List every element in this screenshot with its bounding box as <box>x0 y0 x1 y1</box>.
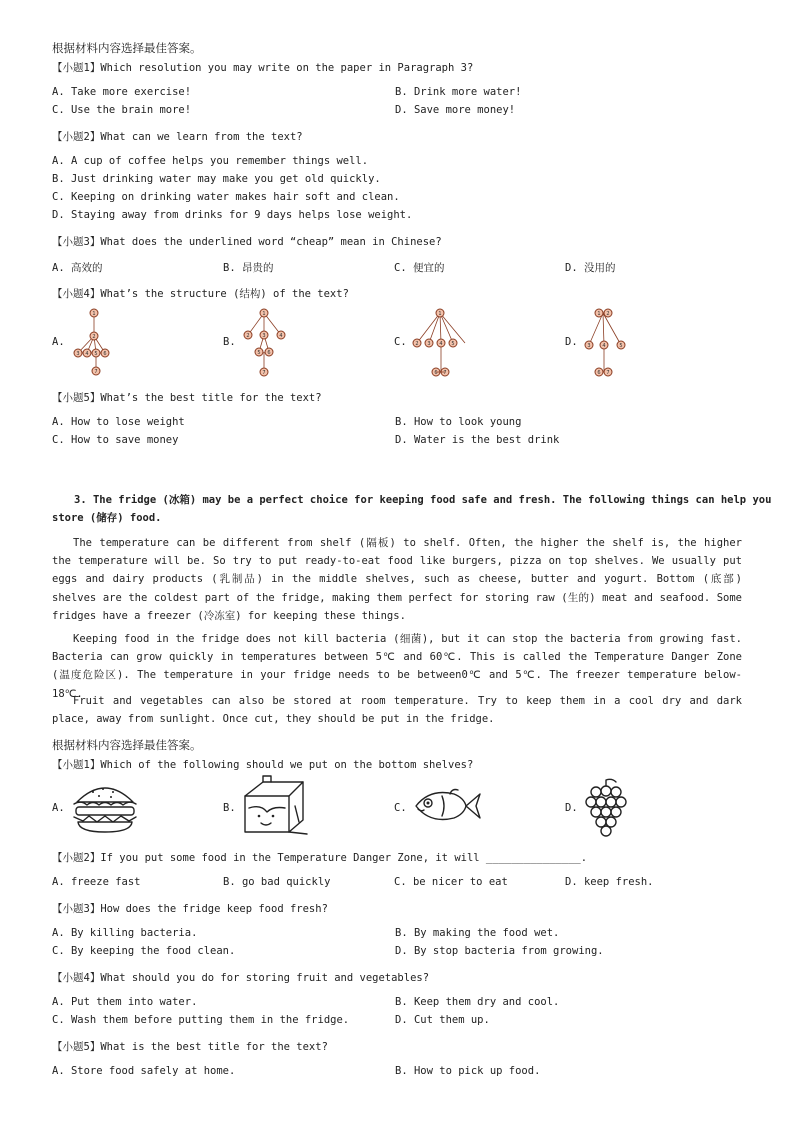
question-stem: 【小题4】What should you do for storing fruit and vegetables? <box>52 972 430 984</box>
question-stem: 【小题5】What is the best title for the text? <box>52 1041 328 1053</box>
svg-text:6: 6 <box>434 369 438 376</box>
structure-node <box>92 349 100 357</box>
option-b[interactable]: B. How to look young <box>395 416 522 428</box>
option-c[interactable]: C. be nicer to eat <box>394 876 508 888</box>
option-b[interactable]: B. 昂贵的 <box>223 262 274 274</box>
structure-node <box>90 332 98 340</box>
passage-heading: 3. The fridge (冰箱) may be a perfect choice for keeping food safe and fresh. The following things can help you <box>74 494 772 506</box>
structure-node <box>437 339 445 347</box>
option-a[interactable]: A. <box>52 802 65 814</box>
option-b[interactable]: B. Drink more water! <box>395 86 522 98</box>
question-stem: 【小题4】What’s the structure (结构) of the text? <box>52 288 349 300</box>
structure-node <box>83 349 91 357</box>
option-d[interactable]: D. Water is the best drink <box>395 434 560 446</box>
structure-node <box>260 368 268 376</box>
option-c[interactable]: C. How to save money <box>52 434 179 446</box>
structure-node <box>244 331 252 339</box>
structure-node <box>260 309 268 317</box>
option-a[interactable]: A. freeze fast <box>52 876 141 888</box>
svg-text:6: 6 <box>103 350 107 357</box>
question-stem: 【小题2】What can we learn from the text? <box>52 131 303 143</box>
svg-text:2: 2 <box>606 310 610 317</box>
structure-node <box>74 349 82 357</box>
svg-text:4: 4 <box>439 340 443 347</box>
svg-text:4: 4 <box>85 350 89 357</box>
structure-diagram-d <box>582 307 632 377</box>
instruction: 根据材料内容选择最佳答案。 <box>52 43 202 55</box>
svg-text:1: 1 <box>92 310 96 317</box>
structure-node <box>425 339 433 347</box>
option-a[interactable]: A. Take more exercise! <box>52 86 192 98</box>
option-b[interactable]: B. By making the food wet. <box>395 927 560 939</box>
svg-text:1: 1 <box>597 310 601 317</box>
option-b[interactable]: B. How to pick up food. <box>395 1065 541 1077</box>
option-a[interactable]: A. A cup of coffee helps you remember things well. <box>52 155 369 167</box>
svg-text:5: 5 <box>94 350 98 357</box>
option-c[interactable]: C. Use the brain more! <box>52 104 192 116</box>
structure-node <box>260 331 268 339</box>
instruction: 根据材料内容选择最佳答案。 <box>52 740 202 752</box>
svg-text:3: 3 <box>587 342 591 349</box>
svg-text:5: 5 <box>619 342 623 349</box>
option-d[interactable]: D. <box>565 802 578 814</box>
option-c[interactable]: C. <box>394 802 407 814</box>
grapes-icon <box>584 778 630 836</box>
structure-node <box>604 309 612 317</box>
svg-text:1: 1 <box>438 310 442 317</box>
question-stem: 【小题2】If you put some food in the Temperature Danger Zone, it will _______________. <box>52 852 588 864</box>
svg-text:2: 2 <box>92 333 96 340</box>
structure-node <box>600 341 608 349</box>
option-c[interactable]: C. Wash them before putting them in the fridge. <box>52 1014 350 1026</box>
option-a[interactable]: A. How to lose weight <box>52 416 185 428</box>
structure-node <box>595 368 603 376</box>
option-d[interactable]: D. Staying away from drinks for 9 days helps lose weight. <box>52 209 413 221</box>
structure-node <box>449 339 457 347</box>
svg-text:7: 7 <box>262 369 266 376</box>
structure-node <box>436 309 444 317</box>
structure-node <box>265 348 273 356</box>
burger-icon <box>71 780 139 835</box>
svg-text:3: 3 <box>427 340 431 347</box>
svg-text:3: 3 <box>76 350 80 357</box>
structure-node <box>277 331 285 339</box>
structure-node <box>101 349 109 357</box>
option-c[interactable]: C. Keeping on drinking water makes hair soft and clean. <box>52 191 400 203</box>
question-stem: 【小题3】How does the fridge keep food fresh? <box>52 903 328 915</box>
option-d[interactable]: D. 没用的 <box>565 262 616 274</box>
svg-text:5: 5 <box>451 340 455 347</box>
question-stem: 【小题5】What’s the best title for the text? <box>52 392 322 404</box>
fish-icon <box>412 786 482 826</box>
structure-node <box>595 309 603 317</box>
svg-text:7: 7 <box>94 368 98 375</box>
option-c[interactable]: C. By keeping the food clean. <box>52 945 236 957</box>
structure-node <box>92 367 100 375</box>
structure-diagram-b <box>240 307 290 377</box>
svg-text:7: 7 <box>606 369 610 376</box>
option-a[interactable]: A. By killing bacteria. <box>52 927 198 939</box>
structure-diagram-a <box>70 307 120 377</box>
passage-paragraph: The temperature can be different from shelf (隔板) to shelf. Often, the higher the shelf is, the higher the temperature will be. So try to put ready-to-eat food like burgers, pizza on top shelves. We usually put eggs and dairy products (乳制品) in the middle shelves, such as cheese, butter and yogurt. Bottom (底部) shelves are the coldest part of the fridge, making them perfect for storing raw (生的) meat and seafood. Some fridges have a freezer (冷冻室) for keeping these things. <box>52 537 742 622</box>
option-c[interactable]: C. <box>394 336 407 348</box>
structure-node <box>604 368 612 376</box>
milk-carton-icon <box>241 778 313 838</box>
structure-node <box>617 341 625 349</box>
svg-text:2: 2 <box>415 340 419 347</box>
passage-paragraph: Fruit and vegetables can also be stored at room temperature. Try to keep them in a cool dry and dark place, away from sunlight. Once cut, they should be put in the fridge. <box>52 695 742 726</box>
svg-text:2: 2 <box>246 332 250 339</box>
passage-paragraph: Keeping food in the fridge does not kill bacteria (细菌), but it can stop the bacteria from growing fast. Bacteria can grow quickly in temperatures between 5℃ and 60℃. This is called the Temperature Danger Zone (温度危险区). The temperature in your fridge needs to be between0℃ and 5℃. The freezer temperature below-18℃. <box>52 633 742 700</box>
question-stem: 【小题3】What does the underlined word “cheap” mean in Chinese? <box>52 236 442 248</box>
svg-text:6: 6 <box>597 369 601 376</box>
passage-heading-continued: store (储存) food. <box>52 512 162 524</box>
structure-node <box>413 339 421 347</box>
option-d[interactable]: D. Cut them up. <box>395 1014 490 1026</box>
option-a[interactable]: A. 高效的 <box>52 262 103 274</box>
svg-text:4: 4 <box>279 332 283 339</box>
option-b[interactable]: B. Keep them dry and cool. <box>395 996 560 1008</box>
svg-text:6: 6 <box>267 349 271 356</box>
option-d[interactable]: D. By stop bacteria from growing. <box>395 945 604 957</box>
structure-node <box>90 309 98 317</box>
option-a[interactable]: A. Store food safely at home. <box>52 1065 236 1077</box>
option-b[interactable]: B. <box>223 336 236 348</box>
option-a[interactable]: A. <box>52 336 65 348</box>
option-c[interactable]: C. 便宜的 <box>394 262 445 274</box>
option-b[interactable]: B. <box>223 802 236 814</box>
structure-node <box>585 341 593 349</box>
option-d[interactable]: D. keep fresh. <box>565 876 654 888</box>
option-a[interactable]: A. Put them into water. <box>52 996 198 1008</box>
svg-text:4: 4 <box>602 342 606 349</box>
structure-node <box>255 348 263 356</box>
structure-diagram-c <box>410 307 470 377</box>
option-d[interactable]: D. Save more money! <box>395 104 516 116</box>
option-b[interactable]: B. Just drinking water may make you get old quickly. <box>52 173 381 185</box>
svg-text:3: 3 <box>262 332 266 339</box>
svg-text:5: 5 <box>257 349 261 356</box>
question-stem: 【小题1】Which resolution you may write on the paper in Paragraph 3? <box>52 62 474 74</box>
option-b[interactable]: B. go bad quickly <box>223 876 331 888</box>
svg-text:7: 7 <box>443 369 447 376</box>
option-d[interactable]: D. <box>565 336 578 348</box>
question-stem: 【小题1】Which of the following should we put on the bottom shelves? <box>52 759 474 771</box>
svg-text:1: 1 <box>262 310 266 317</box>
